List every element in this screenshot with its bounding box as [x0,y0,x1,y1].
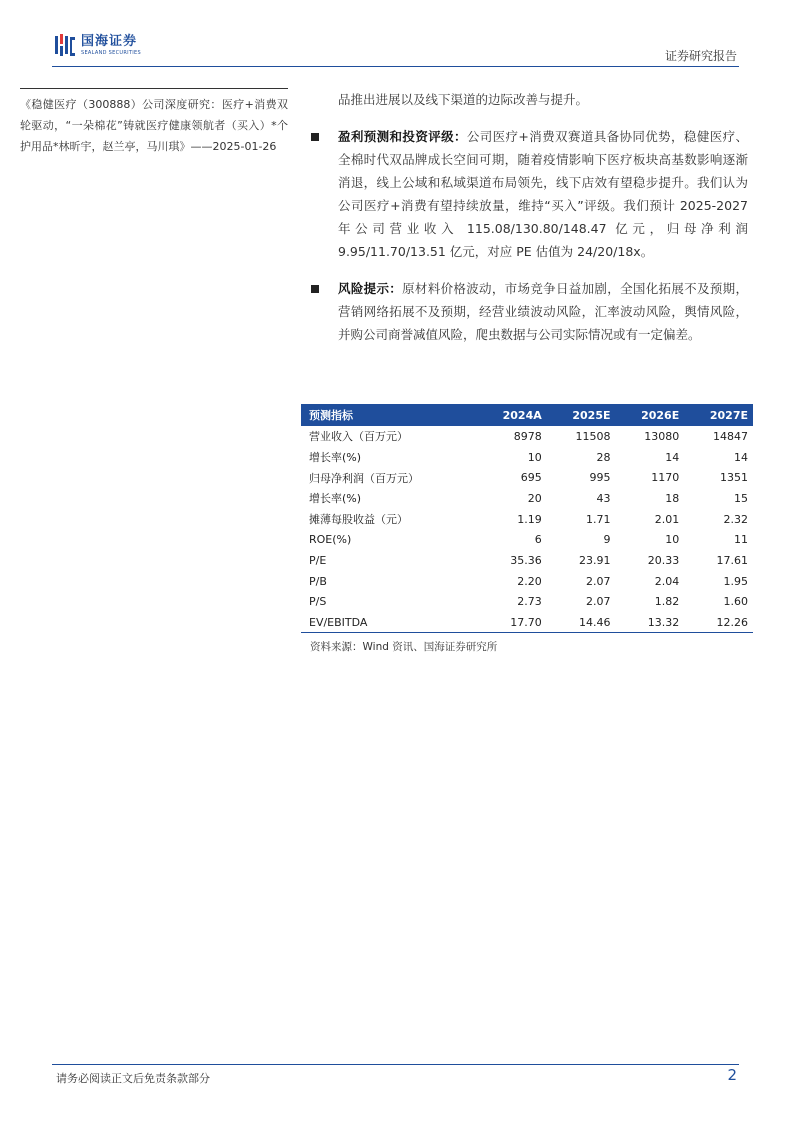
table-row [301,612,753,633]
table-cell: 2.20 [517,574,542,588]
table-source-note: 资料来源：Wind 资讯、国海证券研究所 [310,641,498,653]
table-cell: 28 [596,450,611,464]
table-row [301,488,753,509]
footer-disclaimer: 请务必阅读正文后免责条款部分 [56,1072,210,1085]
table-row [301,529,753,550]
table-row [301,592,753,613]
table-cell: 17.61 [716,553,748,567]
table-row [301,550,753,571]
table-cell: 9 [603,533,611,547]
related-report-text: 《稳健医疗（300888）公司深度研究：医疗+消费双轮驱动，“一朵棉花”铸就医疗健康领航者（买入）*个护用品*林昕宇，赵兰亭，马川琪》——2025-01-26 [20,98,288,153]
row-label: 摊薄每股收益（元） [309,513,408,527]
table-cell: 14847 [713,429,748,443]
table-cell: 2.73 [517,595,542,609]
table-cell: 2.07 [586,595,611,609]
company-logo [54,30,141,60]
row-label: P/S [309,595,327,609]
table-header-cell: 2026E [616,404,685,426]
table-header-cell: 2025E [547,404,616,426]
table-cell: 13.32 [616,612,685,633]
table-cell: 20.33 [647,553,680,567]
table-cell: 14.46 [547,612,616,633]
table-cell: 13080 [644,429,680,443]
bullet-square-icon [311,285,319,293]
table-cell: 10 [665,533,680,547]
table-cell: 2.07 [586,574,611,588]
table-cell: 1.19 [517,512,542,526]
earnings-forecast-section [308,125,748,263]
row-label: 归母净利润（百万元） [309,471,419,485]
table-cell: 14 [665,450,680,464]
logo-name-en: SEALAND SECURITIES [81,49,141,56]
table-cell: 11 [734,533,748,547]
table-header-cell: 2024A [477,404,547,426]
risk-warning-text: 原材料价格波动，市场竞争日益加剧，全国化拓展不及预期，营销网络拓展不及预期，经营业绩波动风险，汇率波动风险，舆情风险，并购公司商誉减值风险，爬虫数据与公司实际情况或有一定偏差。 [338,281,748,342]
table-cell: 1.82 [654,595,680,609]
table-header-cell: 预测指标 [301,404,477,426]
table-cell: 1.71 [586,512,611,526]
table-cell: 15 [734,491,748,505]
table-cell: 12.26 [684,612,753,633]
table-cell: 6 [534,533,542,547]
header-divider [52,66,739,67]
table-cell: 18 [665,491,680,505]
related-report-sidebar [20,88,288,157]
table-row [301,467,753,488]
table-cell: 1.60 [723,595,748,609]
table-cell: 10 [527,450,542,464]
row-label: EV/EBITDA [301,612,477,633]
table-row [301,447,753,468]
table-cell: 1.95 [723,574,748,588]
row-label: 增长率(%) [309,492,362,506]
table-row [301,509,753,530]
risk-warning-title: 风险提示： [338,281,403,296]
table-header-cell: 2027E [684,404,753,426]
table-cell: 14 [734,450,748,464]
table-cell: 8978 [513,429,542,443]
row-label: P/B [309,574,327,588]
logo-mark-icon [54,33,76,57]
table-row [301,426,753,447]
table-cell: 2.01 [654,512,680,526]
row-label: P/E [309,553,327,567]
table-header-row [301,404,753,426]
table-row [301,571,753,592]
table-cell: 995 [589,471,611,485]
continuation-paragraph: 品推出进展以及线下渠道的边际改善与提升。 [338,92,589,107]
logo-name-cn: 国海证券 [81,33,138,49]
row-label: 增长率(%) [309,451,362,465]
earnings-forecast-text: 公司医疗+消费双赛道具备协同优势，稳健医疗、全棉时代双品牌成长空间可期，随着疫情影响下医疗板块高基数影响逐渐消退，线上公域和私域渠道布局领先，线下店效有望稳步提升。我们认为公司医疗+消费有望持续放量，维持“买入”评级。我们预计 2025-2027 年公司营业收入 115.08/130.80/148.47 亿元，归母净利润 9.95/11.70/13.51 亿元，对应 PE 估值为 24/20/18x。 [338,129,748,259]
bullet-square-icon [311,133,319,141]
forecast-table [301,404,753,633]
table-cell: 20 [527,491,542,505]
earnings-forecast-title: 盈利预测和投资评级： [338,129,467,144]
table-cell: 2.04 [654,574,680,588]
row-label: ROE(%) [309,533,352,547]
table-cell: 23.91 [579,553,611,567]
table-cell: 17.70 [477,612,547,633]
table-cell: 1170 [651,471,680,485]
footer-divider [52,1064,739,1065]
table-cell: 35.36 [510,553,542,567]
main-content [308,88,748,346]
table-cell: 43 [596,491,611,505]
row-label: 营业收入（百万元） [309,430,408,444]
table-cell: 1351 [720,471,748,485]
page-number: 2 [727,1066,737,1084]
table-cell: 695 [520,471,542,485]
report-type-label: 证券研究报告 [664,49,737,63]
table-cell: 2.32 [723,512,748,526]
risk-warning-section [308,277,748,346]
table-cell: 11508 [575,429,611,443]
